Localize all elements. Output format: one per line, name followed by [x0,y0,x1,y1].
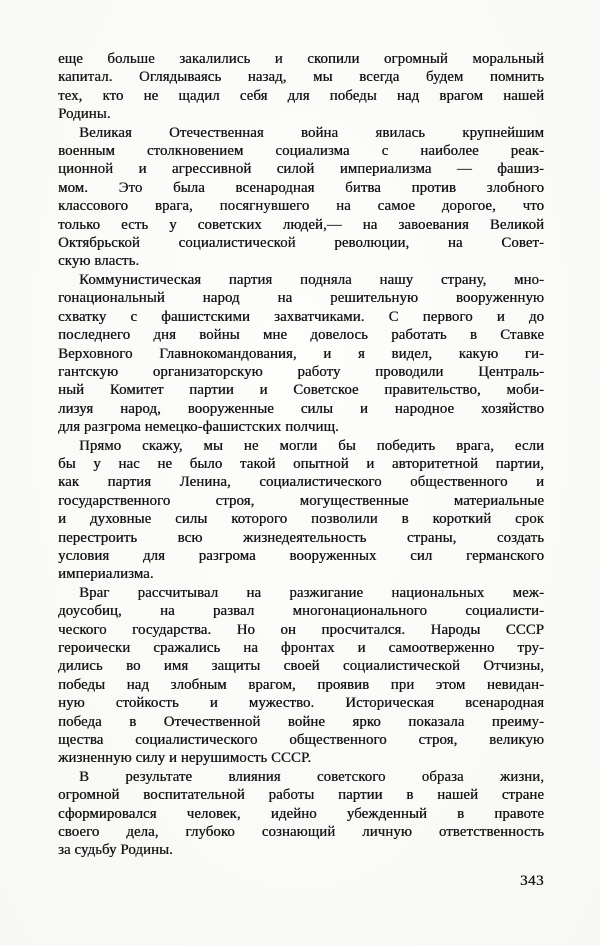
text-line: мом. Это была всенародная битва против злобного [58,179,544,196]
text-line: схватку с фашистскими захватчиками. С первого и до [58,308,544,325]
text-line: тех, кто не щадил себя для победы над врагом нашей [58,87,544,104]
text-line: перестроить всю жизнедеятельность страны, создать [58,529,544,546]
paragraph [58,768,544,860]
text-line: В результате влияния советского образа жизни, [79,768,544,785]
text-line: дились во имя защиты своей социалистической Отчизны, [58,658,544,675]
text-line: гонациональный народ на решительную вооруженную [58,290,544,307]
text-line: победа в Отечественной войне ярко показала преиму- [58,713,544,730]
text-line: героически сражались на фронтах и самоотверженно тру- [58,640,544,656]
text-line: последнего дня войны мне довелось работать в Ставке [58,327,544,344]
text-line: капитал. Оглядываясь назад, мы всегда будем помнить [58,69,544,86]
text-line: Родины. [58,106,111,123]
text-line: лизуя народ, вооруженные силы и народное хозяйство [58,400,544,417]
text-line: Верховного Главнокомандования, и я видел, какую ги- [58,345,544,362]
text-line: сформировался человек, идейно убежденный в правоте [58,805,544,822]
text-line: классового врага, посягнувшего на самое дорогое, что [58,198,544,215]
text-line: своего дела, глубоко сознающий личную ответственность [58,824,544,841]
text-line: щества социалистического общественного строя, великую [58,732,544,749]
paragraph [58,437,544,584]
text-line: Враг рассчитывал на разжигание национальных меж- [79,584,544,601]
text-line: военным столкновением социализма с наиболее реак- [58,143,544,160]
text-line: условия для разгрома вооруженных сил германского [58,547,544,564]
text-line: Октябрьской социалистической революции, на Совет- [58,235,544,252]
text-line: еще больше закалились и скопили огромный моральный [58,51,544,67]
text-line: гантскую организаторскую работу проводили Централь- [58,363,544,380]
text-line: для разгрома немецко-фашистских полчищ. [58,419,339,436]
text-line: огромной воспитательной работы партии в нашей стране [58,787,544,804]
text-line: доусобиц, на развал многонационального социалисти- [58,603,544,620]
paragraph [58,50,544,124]
text-line: и духовные силы которого позволили в короткий срок [58,511,544,528]
text-line: скую власть. [58,253,140,270]
text-line: победы над злобным врагом, проявив при этом невидан- [58,676,544,693]
paragraph [58,271,544,437]
page-number: 343 [520,873,544,889]
body-text [58,50,544,860]
text-line: жизненную силу и нерушимость СССР. [58,750,312,767]
text-line: Коммунистическая партия подняла нашу страну, мно- [79,271,544,288]
paragraph [58,584,544,768]
text-line: империализма. [58,566,154,583]
text-line: ную стойкость и мужество. Историческая всенародная [58,695,544,712]
paragraph [58,124,544,271]
text-line: ный Комитет партии и Советское правительство, моби- [58,382,544,399]
text-line: ционной и агрессивной силой империализма — фашиз- [58,161,544,178]
text-line: Прямо скажу, мы не могли бы победить врага, если [79,437,544,454]
text-line: только есть у советских людей,— на завоевания Великой [58,216,544,233]
text-line: государственного строя, могущественные материальные [58,492,544,509]
text-line: за судьбу Родины. [58,842,173,859]
text-line: Великая Отечественная война явилась крупнейшим [79,124,544,141]
text-line: как партия Ленина, социалистического общественного и [58,474,544,491]
text-line: ческого государства. Но он просчитался. Народы СССР [58,621,544,638]
text-line: бы у нас не было такой опытной и авторитетной партии, [58,455,544,472]
